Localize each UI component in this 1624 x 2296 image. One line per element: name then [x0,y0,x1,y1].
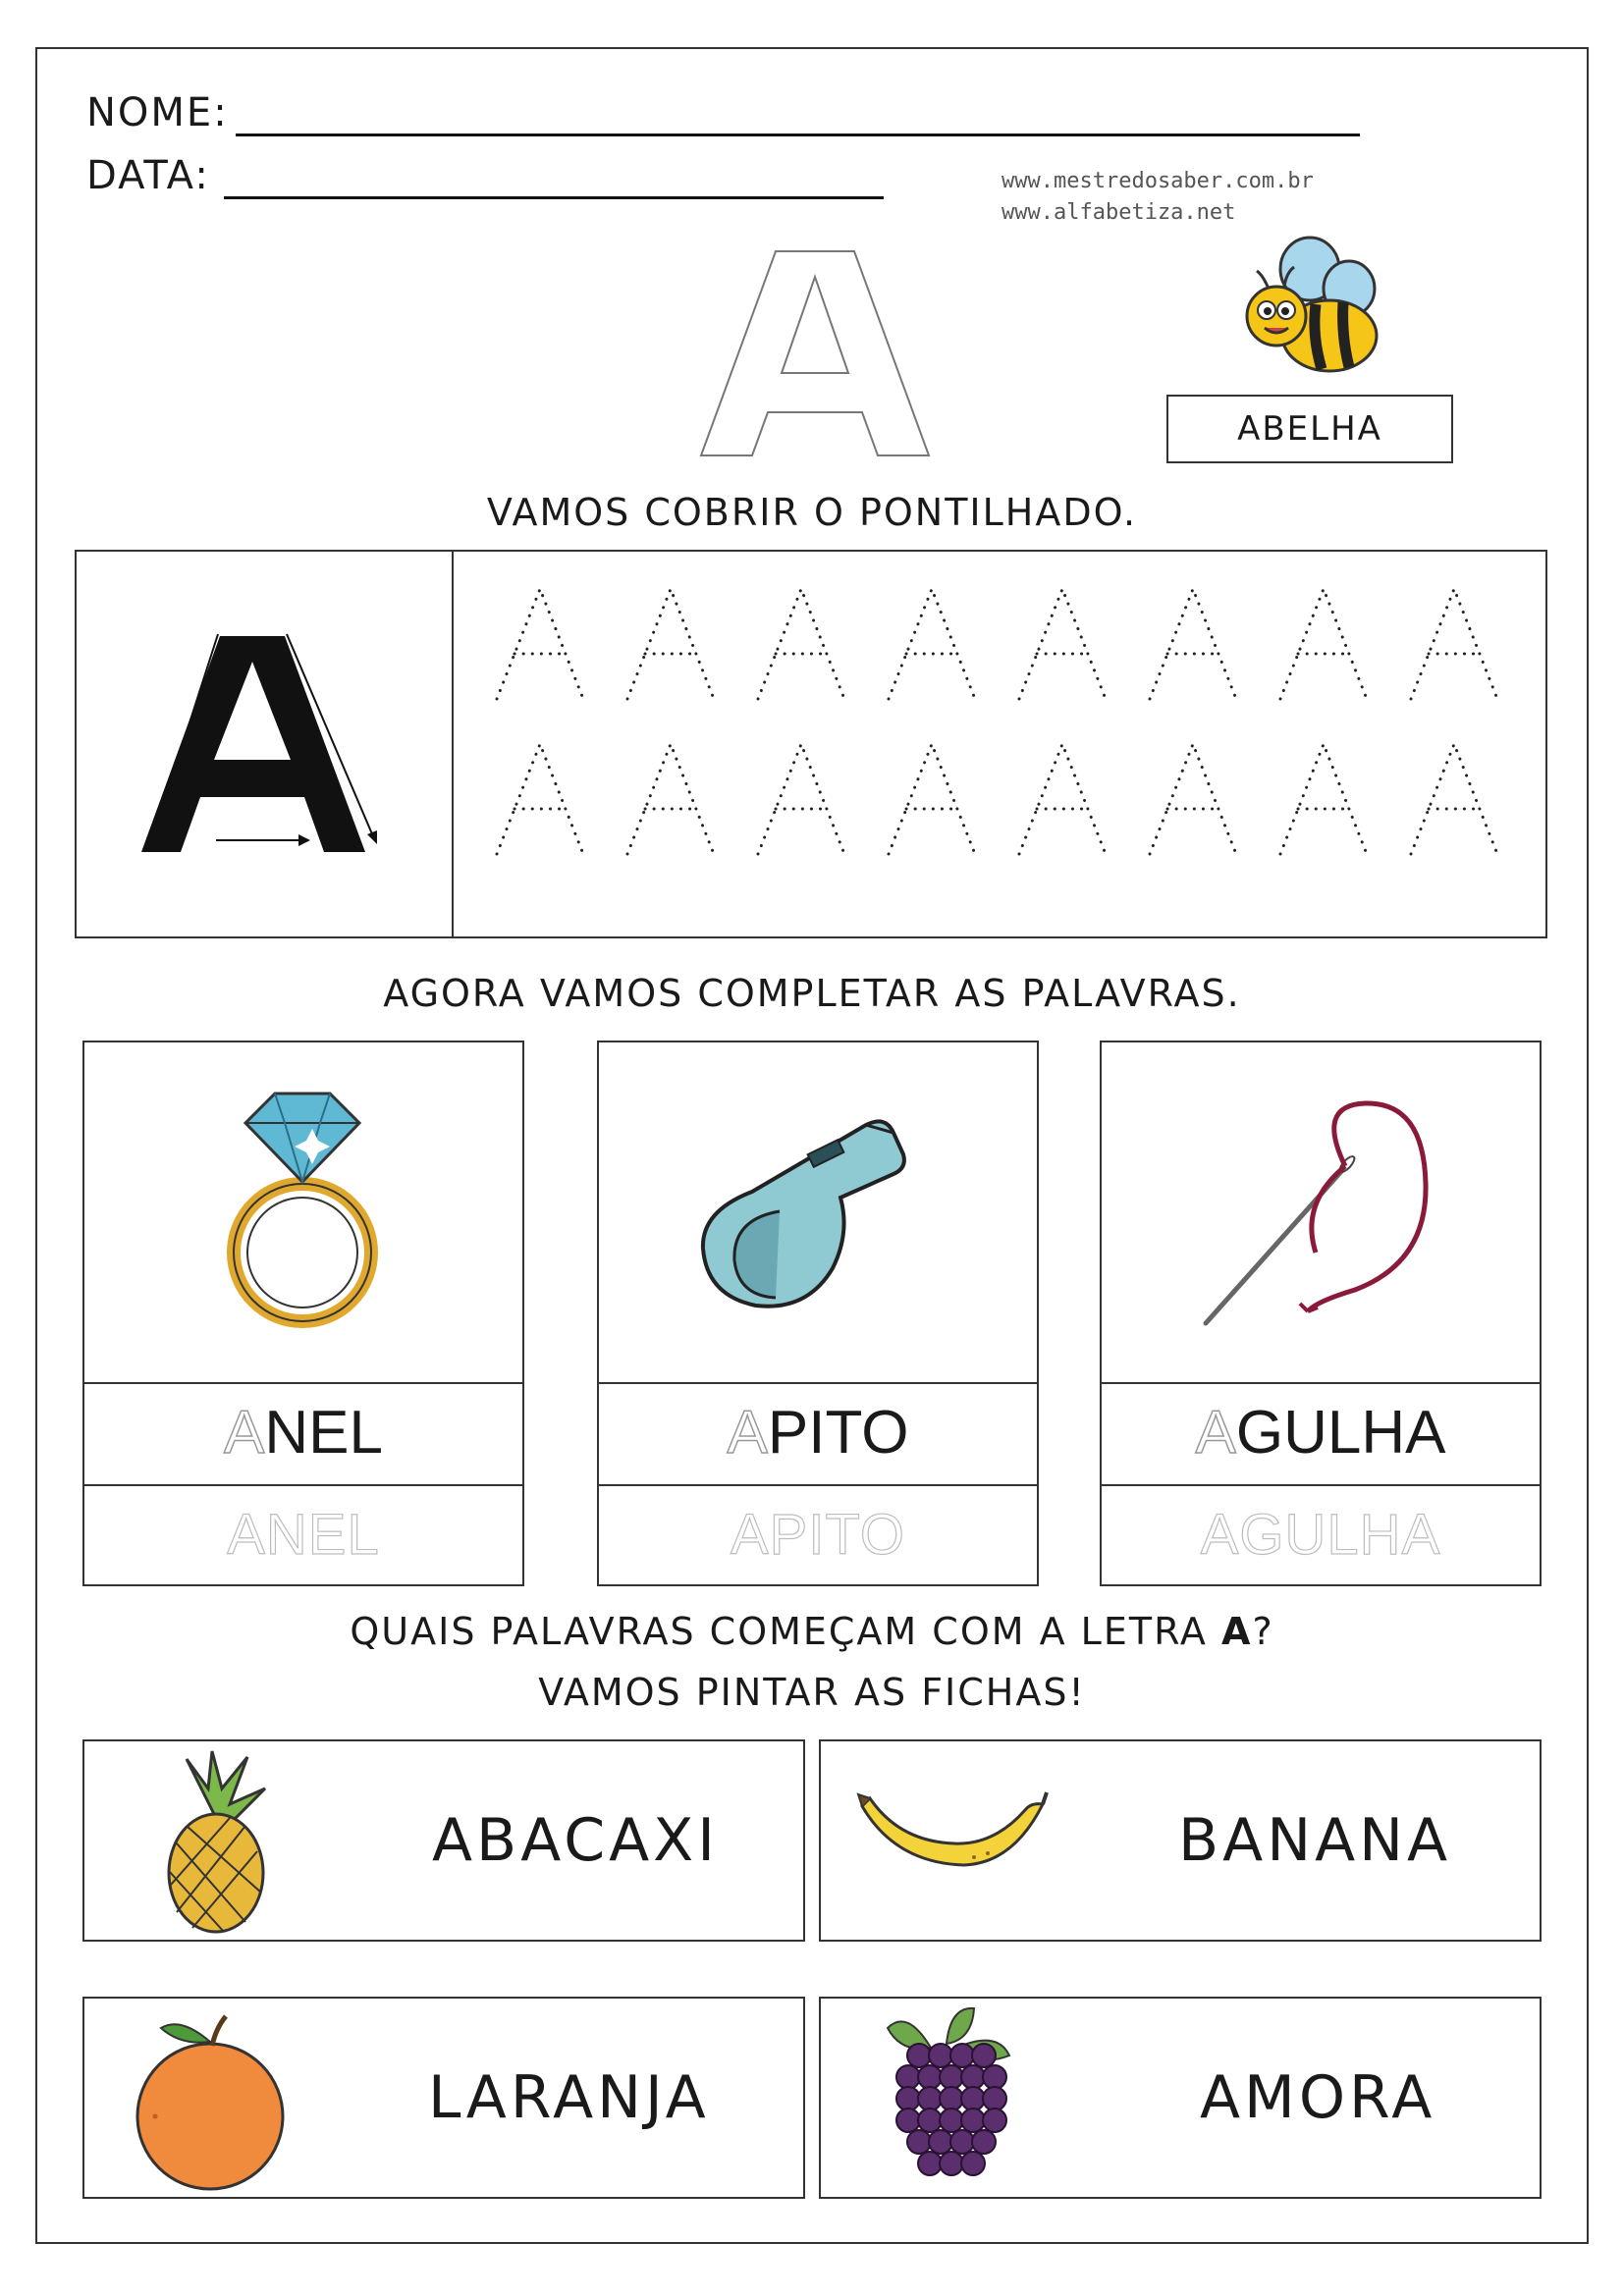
blackberry-drupelet [983,2065,1006,2089]
word-anel [82,1384,524,1482]
instruction-text: QUAIS PALAVRAS COMEÇAM COM A LETRA [350,1610,1222,1653]
model-letter-a [137,628,393,864]
name-field[interactable] [236,133,1360,136]
blackberry-drupelet [940,2152,963,2175]
blackberry-drupelet [972,2044,996,2067]
instruction-qmark: ? [1252,1610,1274,1653]
dotted-letter-a[interactable] [889,744,975,854]
blackberry-drupelet [918,2152,942,2175]
dotted-letter-a[interactable] [758,744,844,854]
dotted-letter-a[interactable] [1150,589,1236,699]
orange-icon [132,2006,298,2193]
blackberry-drupelet [940,2087,963,2110]
ring-icon [216,1088,393,1333]
tracing-divider [452,550,454,938]
dotted-tracing-grid[interactable] [461,569,1542,923]
blackberry-drupelet [918,2065,942,2089]
blackberry-icon [878,2004,1025,2193]
complete-instruction: AGORA VAMOS COMPLETAR AS PALAVRAS. [383,972,1241,1015]
date-field[interactable] [224,196,884,199]
blackberry-drupelet [929,2044,952,2067]
blackberry-drupelet [983,2109,1006,2132]
dotted-letter-a[interactable] [1280,744,1367,854]
word-agulha [1100,1384,1542,1482]
bee-icon [1239,232,1386,379]
ghost-letter: A [727,1399,768,1467]
fruit-word-abacaxi: ABACAXI [432,1806,719,1875]
dotted-letter-a[interactable] [1280,589,1367,699]
whistle-icon [693,1103,945,1319]
word-rest: PITO [767,1399,909,1467]
ghost-letter: A [224,1399,265,1467]
dotted-word-apito[interactable]: APITO [731,1503,905,1567]
word-apito [597,1384,1039,1482]
hero-letter-a [697,247,933,459]
blackberry-drupelet [961,2109,985,2132]
word-rest: GULHA [1235,1399,1446,1467]
blackberry-drupelet [950,2044,974,2067]
blackberry-drupelet [929,2130,952,2154]
blackberry-drupelet [907,2130,931,2154]
dotted-letter-a[interactable] [758,589,844,699]
blackberry-drupelet [940,2109,963,2132]
tracing-instruction: VAMOS COBRIR O PONTILHADO. [486,491,1138,534]
color-instruction-line2: VAMOS PINTAR AS FICHAS! [538,1671,1086,1714]
blackberry-drupelet [918,2087,942,2110]
dotted-letter-a[interactable] [1019,744,1106,854]
dotted-letter-a[interactable] [1150,744,1236,854]
blackberry-drupelet [961,2065,985,2089]
name-label: NOME: [86,90,229,135]
blackberry-drupelet [896,2109,920,2132]
ghost-letter: A [1195,1399,1236,1467]
dotted-letter-a[interactable] [497,589,583,699]
fruit-word-laranja: LARANJA [428,2063,710,2132]
blackberry-drupelet [940,2065,963,2089]
dotted-letter-a[interactable] [627,589,714,699]
color-instruction-line1 [0,1610,1624,1653]
dotted-letter-a[interactable] [497,744,583,854]
blackberry-drupelet [907,2044,931,2067]
blackberry-drupelet [961,2152,985,2175]
website-link-1: www.mestredosaber.com.br [1001,169,1314,193]
instruction-letter: A [1221,1610,1253,1653]
dotted-letter-a[interactable] [1019,589,1106,699]
dotted-letter-a[interactable] [1411,589,1497,699]
dotted-word-anel[interactable]: ANEL [227,1503,380,1567]
blackberry-drupelet [972,2130,996,2154]
blackberry-drupelet [950,2130,974,2154]
fruit-word-banana: BANANA [1178,1806,1452,1875]
blackberry-drupelet [918,2109,942,2132]
pineapple-icon [147,1749,285,1936]
dotted-word-agulha[interactable]: AGULHA [1200,1503,1441,1567]
needle-icon [1198,1095,1443,1331]
blackberry-drupelet [961,2087,985,2110]
blackberry-drupelet [983,2087,1006,2110]
bee-word-box: ABELHA [1166,395,1453,463]
dotted-letter-a[interactable] [627,744,714,854]
word-rest: NEL [264,1399,383,1467]
blackberry-drupelet [896,2065,920,2089]
blackberry-drupelet [896,2087,920,2110]
fruit-word-amora: AMORA [1200,2063,1436,2132]
dotted-letter-a[interactable] [889,589,975,699]
date-label: DATA: [86,153,210,198]
website-link-2: www.alfabetiza.net [1001,200,1236,225]
dotted-letter-a[interactable] [1411,744,1497,854]
banana-icon [856,1789,1049,1896]
